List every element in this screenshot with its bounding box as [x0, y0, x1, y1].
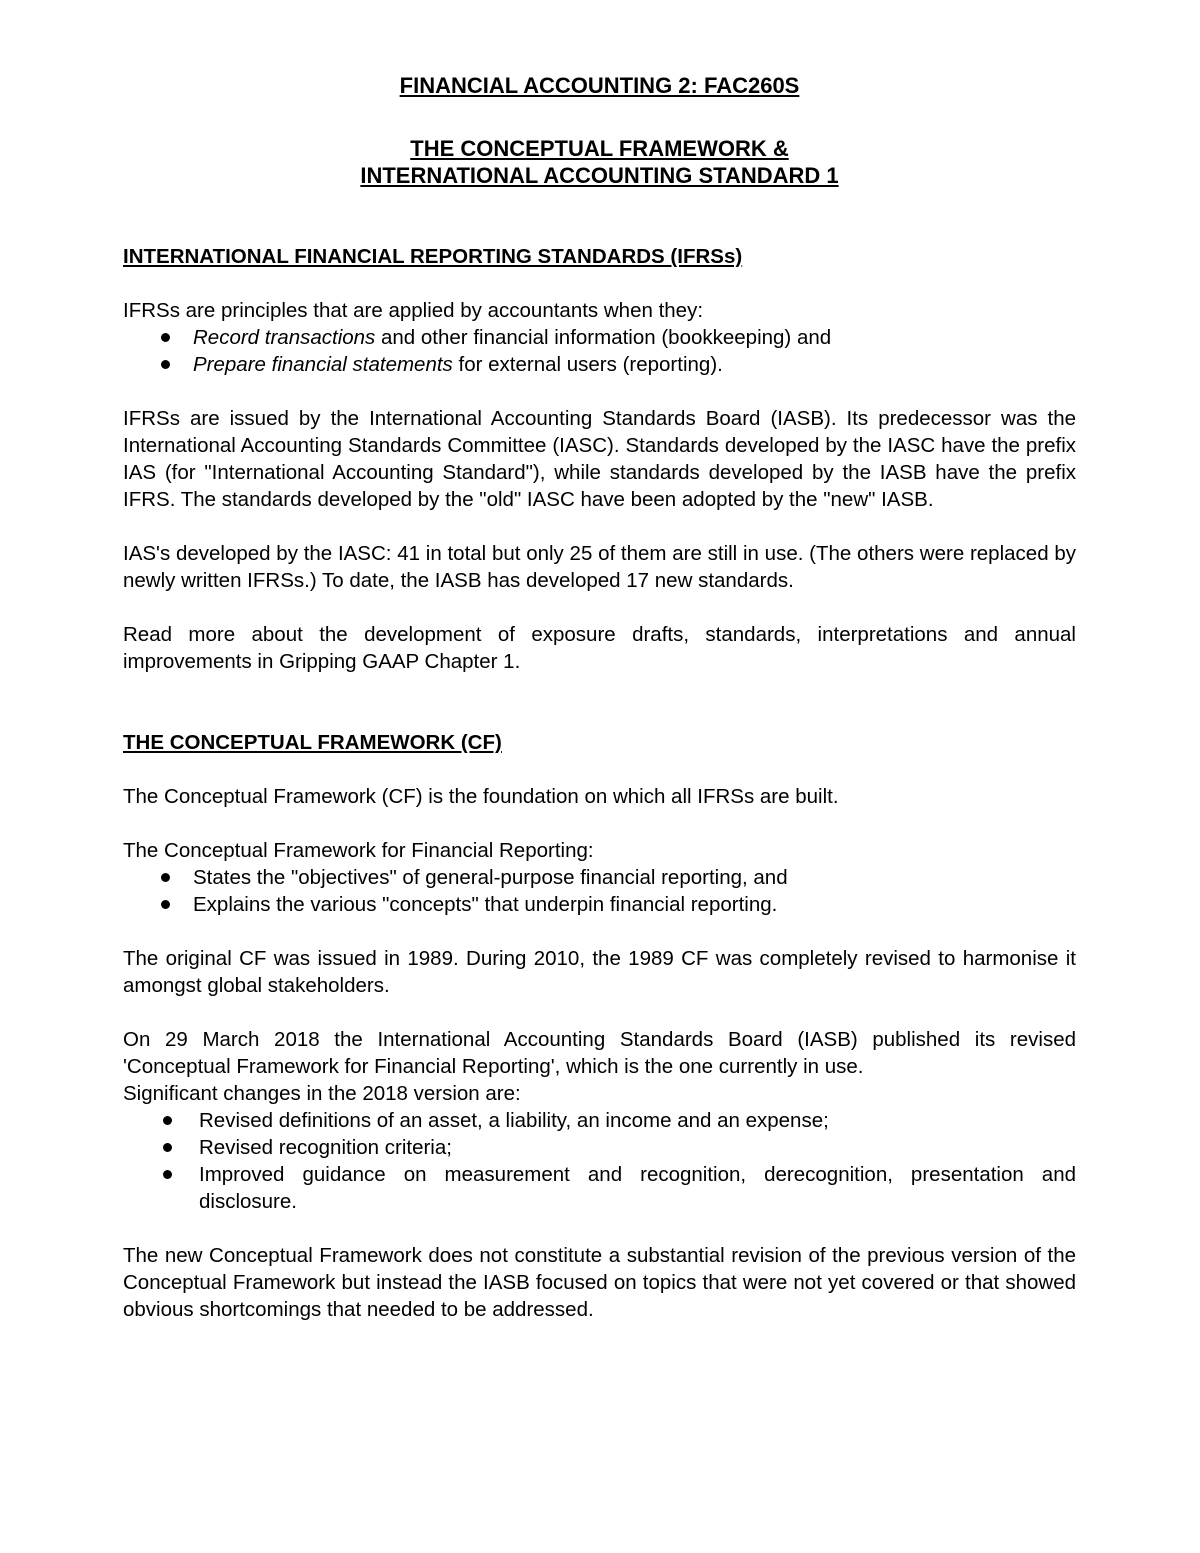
bullet-icon: [163, 1116, 172, 1125]
bullet-emphasis: Record transactions: [193, 326, 376, 349]
read-more-paragraph: Read more about the development of exposure drafts, standards, interpretations and annual improvements in Gripping GAAP Chapter 1.: [123, 623, 1076, 673]
ifrs-intro: IFRSs are principles that are applied by accountants when they:: [123, 299, 704, 322]
bullet-text: Explains the various "concepts" that underpin financial reporting.: [193, 893, 778, 916]
cf-changes-bullet-list: [123, 1107, 1076, 1215]
ifrs-bullet-list: [123, 324, 1076, 378]
bullet-text: and other financial information (bookkeeping) and: [375, 326, 832, 349]
bullet-text: Improved guidance on measurement and recognition, derecognition, presentation and disclosure.: [199, 1163, 1076, 1213]
bullet-text: for external users (reporting).: [452, 353, 723, 376]
cf-foundation-paragraph: The Conceptual Framework (CF) is the foundation on which all IFRSs are built.: [123, 785, 839, 808]
bullet-icon: [161, 873, 170, 882]
cf-framework-intro: The Conceptual Framework for Financial Reporting:: [123, 839, 594, 862]
ifrs-issued-paragraph: IFRSs are issued by the International Accounting Standards Board (IASB). Its predecessor was the International Accounting Standards Committee (IASC). Standards developed by the IASC have the prefix IAS (for "International Accounting Standard"), while standards developed by the IASB have the prefix IFRS. The standards developed by the "old" IASC have been adopted by the "new" IASB.: [123, 407, 1076, 511]
cf-section-heading: THE CONCEPTUAL FRAMEWORK (CF): [123, 731, 502, 754]
list-item: [123, 891, 1076, 918]
bullet-text: States the "objectives" of general-purpose financial reporting, and: [193, 866, 788, 889]
document-page: [123, 72, 1076, 1350]
cf-new-framework-paragraph: The new Conceptual Framework does not constitute a substantial revision of the previous version of the Conceptual Framework but instead the IASB focused on topics that were not yet covered or that showed obvious shortcomings that needed to be addressed.: [123, 1244, 1076, 1321]
document-title-line-1: THE CONCEPTUAL FRAMEWORK &: [410, 136, 789, 161]
bullet-text: Revised definitions of an asset, a liability, an income and an expense;: [199, 1109, 829, 1132]
bullet-icon: [161, 333, 170, 342]
bullet-icon: [161, 360, 170, 369]
cf-2018-paragraph: On 29 March 2018 the International Accounting Standards Board (IASB) published its revised 'Conceptual Framework for Financial Reporting', which is the one currently in use.: [123, 1028, 1076, 1078]
ifrs-section-heading: INTERNATIONAL FINANCIAL REPORTING STANDARDS (IFRSs): [123, 245, 743, 268]
bullet-emphasis: Prepare financial statements: [193, 353, 453, 376]
document-title-line-2: INTERNATIONAL ACCOUNTING STANDARD 1: [360, 163, 839, 188]
course-title: FINANCIAL ACCOUNTING 2: FAC260S: [399, 73, 800, 98]
bullet-icon: [163, 1143, 172, 1152]
bullet-text: Revised recognition criteria;: [199, 1136, 452, 1159]
list-item: [123, 324, 1076, 351]
cf-2018-changes-intro: Significant changes in the 2018 version are:: [123, 1082, 521, 1105]
list-item: [123, 1134, 1076, 1161]
bullet-icon: [161, 900, 170, 909]
cf-original-paragraph: The original CF was issued in 1989. During 2010, the 1989 CF was completely revised to harmonise it amongst global stakeholders.: [123, 947, 1076, 997]
cf-framework-bullet-list: [123, 864, 1076, 918]
list-item: [123, 864, 1076, 891]
ias-count-paragraph: IAS's developed by the IASC: 41 in total but only 25 of them are still in use. (The others were replaced by newly written IFRSs.) To date, the IASB has developed 17 new standards.: [123, 542, 1076, 592]
list-item: [123, 1107, 1076, 1134]
bullet-icon: [163, 1170, 172, 1179]
list-item: [123, 1161, 1076, 1215]
list-item: [123, 351, 1076, 378]
